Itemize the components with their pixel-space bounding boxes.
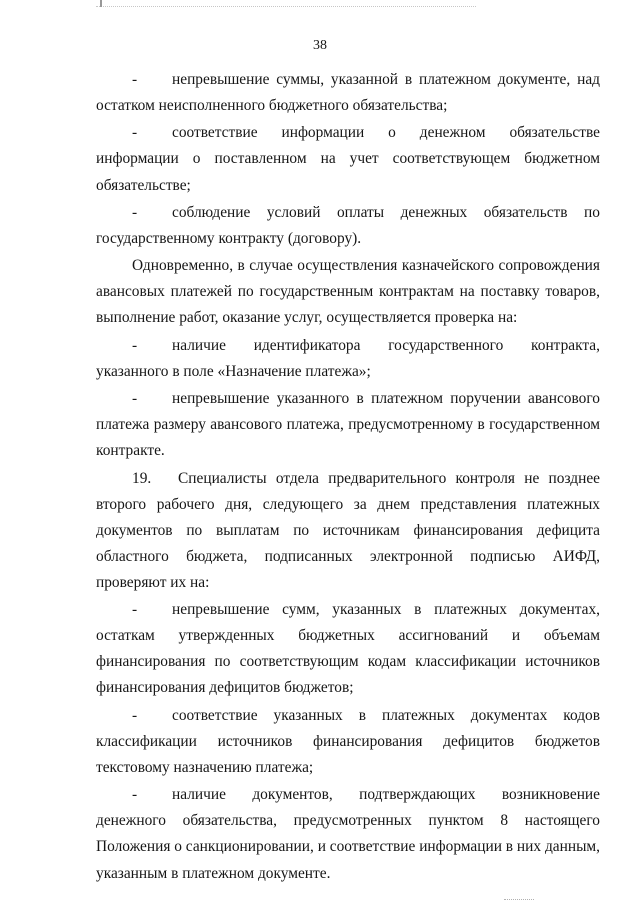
list-item: - наличие документов, подтверждающих возникновение денежного обязательства, предусмотренных пунктом 8 настоящего Положения о санкционировании, и соответствие информации в них данным, указанным в платежном документе. [96, 782, 600, 886]
numbered-paragraph-19: 19. Специалисты отдела предварительного контроля не позднее второго рабочего дня, следующего за днем представления платежных документов по выплатам по источникам финансирования дефицита областного бюджета, подписанных электронной подписью АИФД, проверяют их на: [96, 466, 600, 596]
list-item: - наличие идентификатора государственного контракта, указанного в поле «Назначение платежа»; [96, 333, 600, 385]
list-item: - соответствие информации о денежном обязательстве информации о поставленном на учет соответствующем бюджетном обязательстве; [96, 120, 600, 198]
list-item: - соблюдение условий оплаты денежных обязательств по государственному контракту (договору). [96, 200, 600, 252]
list-item: - соответствие указанных в платежных документах кодов классификации источников финансирования дефицитов бюджетов текстовому назначению платежа; [96, 703, 600, 781]
scan-artifact-top [96, 0, 476, 7]
list-item: - непревышение указанного в платежном поручении авансового платежа размеру авансового платежа, предусмотренному в государственном контракте. [96, 386, 600, 464]
list-item: - непревышение суммы, указанной в платежном документе, над остатком неисполненного бюджетного обязательства; [96, 67, 600, 119]
page-number: 38 [313, 38, 327, 53]
document-body [96, 67, 600, 888]
scan-artifact-bottom [504, 898, 534, 900]
list-item: - непревышение сумм, указанных в платежных документах, остаткам утвержденных бюджетных ассигнований и объемам финансирования по соответствующим кодам классификации источников финансирования дефицитов бюджетов; [96, 597, 600, 701]
body-paragraph: Одновременно, в случае осуществления казначейского сопровождения авансовых платежей по государственным контрактам на поставку товаров, выполнение работ, оказание услуг, осуществляется проверка на: [96, 257, 600, 327]
